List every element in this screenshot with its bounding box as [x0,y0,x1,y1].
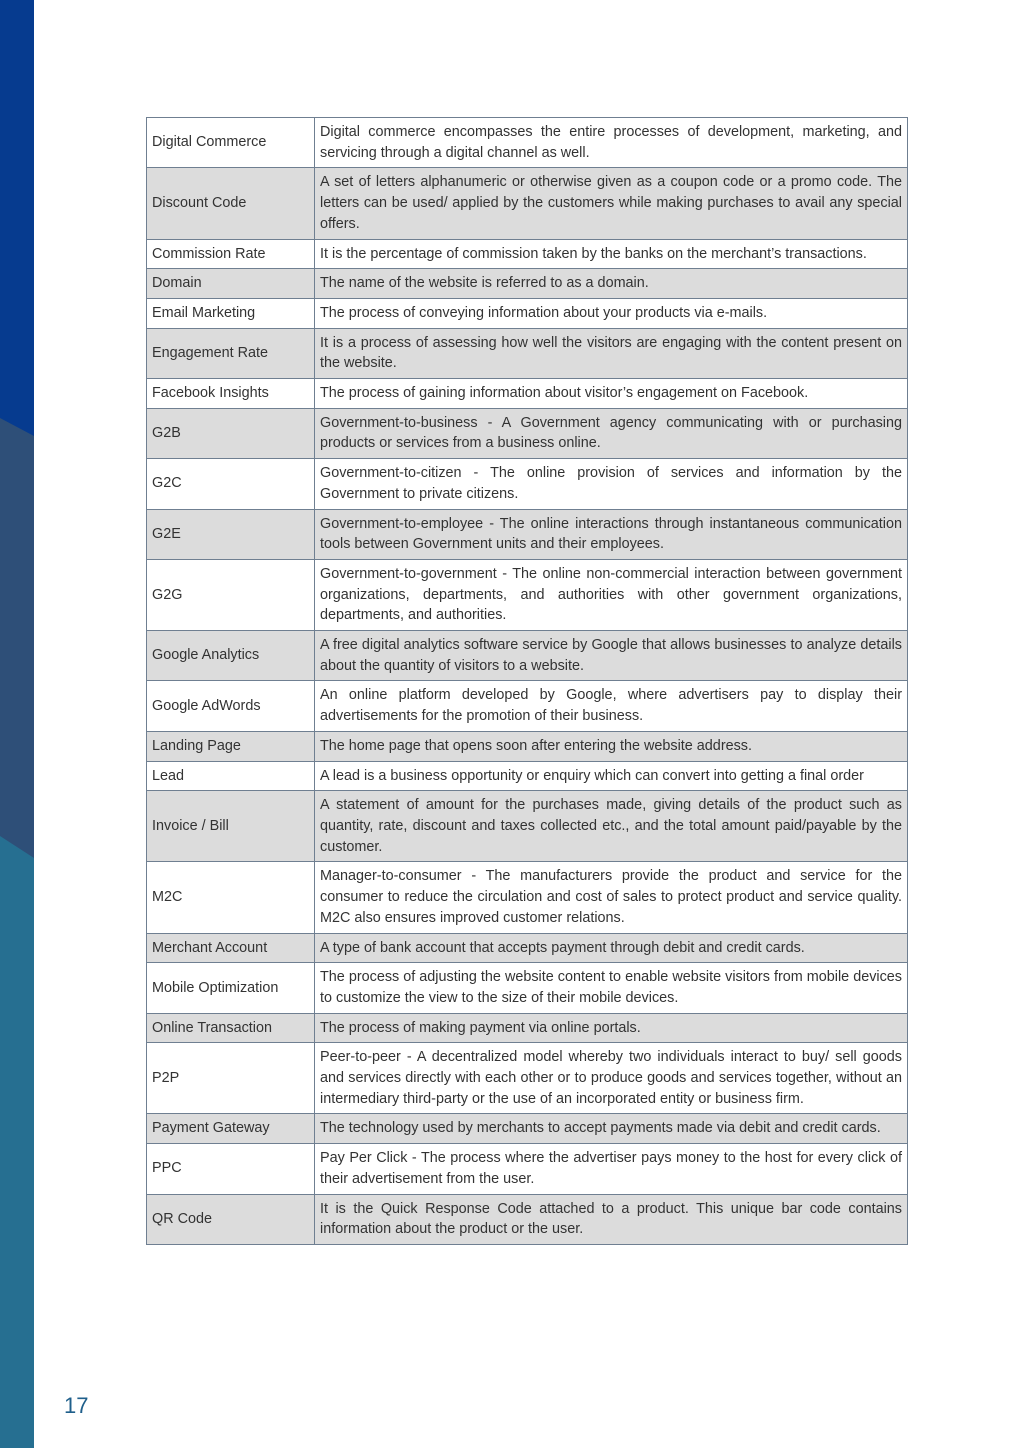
glossary-row [147,269,908,299]
glossary-term: Invoice / Bill [147,791,315,862]
side-color-band [0,0,34,1448]
glossary-term: Mobile Optimization [147,963,315,1013]
glossary-term: G2G [147,559,315,630]
glossary-row [147,631,908,681]
glossary-definition: Pay Per Click - The process where the advertiser pays money to the host for every click of their advertisement from the user. [315,1144,908,1194]
glossary-row [147,509,908,559]
glossary-term: Email Marketing [147,298,315,328]
glossary-term: G2C [147,459,315,509]
glossary-row [147,791,908,862]
glossary-definition: The process of making payment via online portals. [315,1013,908,1043]
glossary-definition: Peer-to-peer - A decentralized model whereby two individuals interact to buy/ sell goods and services directly with each other or to produce goods and services together, without an intermediary third-party or the use of an incorporated entity or business firm. [315,1043,908,1114]
glossary-term: Online Transaction [147,1013,315,1043]
glossary-row [147,459,908,509]
glossary-definition: Government-to-citizen - The online provision of services and information by the Government to private citizens. [315,459,908,509]
glossary-term: Facebook Insights [147,379,315,409]
page-number: 17 [64,1393,89,1418]
glossary-row [147,379,908,409]
glossary-term: Domain [147,269,315,299]
glossary-term: Google AdWords [147,681,315,731]
glossary-row [147,731,908,761]
glossary-row [147,118,908,168]
side-band-graphic [0,0,34,1448]
glossary-definition: Government-to-government - The online non-commercial interaction between government organizations, departments, and authorities with other government organizations, departments, and authorities. [315,559,908,630]
glossary-row [147,1144,908,1194]
glossary-term: PPC [147,1144,315,1194]
glossary-definition: Digital commerce encompasses the entire processes of development, marketing, and servicing through a digital channel as well. [315,118,908,168]
glossary-definition: A set of letters alphanumeric or otherwise given as a coupon code or a promo code. The letters can be used/ applied by the customers while making purchases to avail any special offers. [315,168,908,239]
glossary-definition: It is the Quick Response Code attached to a product. This unique bar code contains information about the product or the user. [315,1194,908,1244]
glossary-row [147,168,908,239]
glossary-definition: It is the percentage of commission taken by the banks on the merchant’s transactions. [315,239,908,269]
glossary-definition: The process of adjusting the website content to enable website visitors from mobile devices to customize the view to the size of their mobile devices. [315,963,908,1013]
glossary-term: Payment Gateway [147,1114,315,1144]
glossary-term: Google Analytics [147,631,315,681]
glossary-definition: The technology used by merchants to accept payments made via debit and credit cards. [315,1114,908,1144]
glossary-definition: A statement of amount for the purchases made, giving details of the product such as quantity, rate, discount and taxes collected etc., and the total amount paid/payable by the customer. [315,791,908,862]
glossary-row [147,559,908,630]
glossary-definition: The name of the website is referred to as a domain. [315,269,908,299]
glossary-definition: A free digital analytics software service by Google that allows businesses to analyze details about the quantity of visitors to a website. [315,631,908,681]
glossary-row [147,933,908,963]
glossary-row [147,681,908,731]
glossary-definition: It is a process of assessing how well the visitors are engaging with the content present on the website. [315,328,908,378]
glossary-definition: The process of conveying information about your products via e-mails. [315,298,908,328]
glossary-body [147,118,908,1245]
glossary-term: Digital Commerce [147,118,315,168]
band-bottom-segment [0,836,34,1448]
glossary-row [147,1013,908,1043]
glossary-row [147,1043,908,1114]
glossary-definition: An online platform developed by Google, where advertisers pay to display their advertisements for the promotion of their business. [315,681,908,731]
glossary-term: Merchant Account [147,933,315,963]
glossary-term: Landing Page [147,731,315,761]
glossary-term: QR Code [147,1194,315,1244]
glossary-row [147,963,908,1013]
glossary-row [147,761,908,791]
glossary-definition: The home page that opens soon after entering the website address. [315,731,908,761]
glossary-term: G2E [147,509,315,559]
glossary-term: Commission Rate [147,239,315,269]
glossary-term: Engagement Rate [147,328,315,378]
glossary-row [147,239,908,269]
glossary-definition: A lead is a business opportunity or enquiry which can convert into getting a final order [315,761,908,791]
glossary-term: Discount Code [147,168,315,239]
glossary-term: Lead [147,761,315,791]
glossary-term: G2B [147,408,315,458]
glossary-row [147,1194,908,1244]
glossary-definition: Manager-to-consumer - The manufacturers provide the product and service for the consumer to reduce the circulation and cost of sales to protect product and service quality. M2C also ensures improved customer relations. [315,862,908,933]
glossary-row [147,328,908,378]
glossary-row [147,408,908,458]
glossary-definition: A type of bank account that accepts payment through debit and credit cards. [315,933,908,963]
glossary-table [146,117,908,1245]
glossary-row [147,1114,908,1144]
glossary-row [147,862,908,933]
glossary-term: P2P [147,1043,315,1114]
glossary-definition: Government-to-business - A Government agency communicating with or purchasing products or services from a business online. [315,408,908,458]
glossary-definition: The process of gaining information about visitor’s engagement on Facebook. [315,379,908,409]
glossary-row [147,298,908,328]
glossary-term: M2C [147,862,315,933]
glossary-definition: Government-to-employee - The online interactions through instantaneous communication tools between Government units and their employees. [315,509,908,559]
